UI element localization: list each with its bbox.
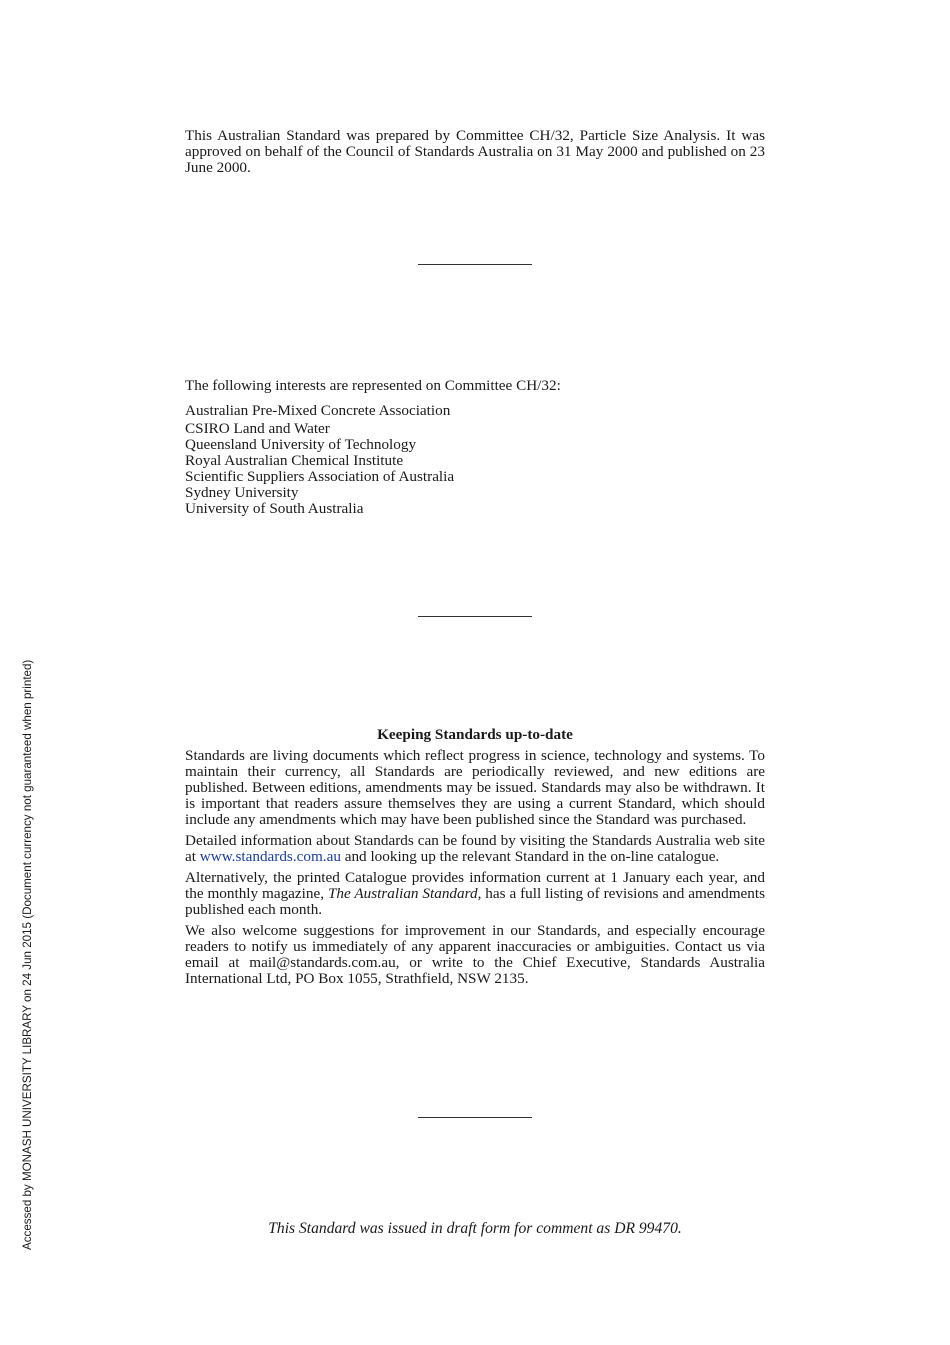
list-item: Queensland University of Technology xyxy=(185,436,417,453)
list-item: University of South Australia xyxy=(185,500,364,517)
magazine-title: The Australian Standard xyxy=(327,885,478,902)
list-item: Scientific Suppliers Association of Australia xyxy=(185,468,455,485)
committee-approval-paragraph: This Australian Standard was prepared by Committee CH/32, Particle Size Analysis. It was approved on behalf of the Council of Standards Australia on 31 May 2000 and published on 23 June 2000. xyxy=(185,127,765,176)
keeping-standards-section xyxy=(185,748,765,992)
website-text-after: and looking up the relevant Standard in the on-line catalogue. xyxy=(340,848,720,865)
list-item: Sydney University xyxy=(185,484,299,501)
catalogue-text-after: , has a full listing of revisions and amendments published each month. xyxy=(185,885,765,918)
section-divider xyxy=(418,616,532,617)
website-text-before: Detailed information about Standards can be found by visiting the Standards Australia web site at xyxy=(185,832,765,865)
standards-website-link[interactable]: www.standards.com.au xyxy=(199,848,341,865)
list-item: Australian Pre-Mixed Concrete Association xyxy=(185,402,451,419)
interests-heading: The following interests are represented on Committee CH/32: xyxy=(185,377,561,394)
access-watermark: Accessed by MONASH UNIVERSITY LIBRARY on 24 Jun 2015 (Document currency not guaranteed when printed) xyxy=(21,659,34,1250)
list-item: CSIRO Land and Water xyxy=(185,420,330,437)
website-paragraph xyxy=(185,833,765,865)
catalogue-text-before: Alternatively, the printed Catalogue provides information current at 1 January each year, and the monthly magazine, xyxy=(185,869,765,902)
committee-members-list xyxy=(185,403,765,517)
section-divider xyxy=(418,1117,532,1118)
feedback-paragraph: We also welcome suggestions for improvement in our Standards, and especially encourage readers to notify us immediately of any apparent inaccuracies or ambiguities. Contact us via email at mail@standards.com.au, or write to the Chief Executive, Standards Australia International Ltd, PO Box 1055, Strathfield, NSW 2135. xyxy=(185,922,765,987)
catalogue-paragraph xyxy=(185,870,765,918)
keeping-standards-heading: Keeping Standards up-to-date xyxy=(377,726,573,743)
currency-paragraph: Standards are living documents which reflect progress in science, technology and systems. To maintain their currency, all Standards are periodically reviewed, and new editions are published. Between editions, amendments may be issued. Standards may also be withdrawn. It is important that readers assure themselves they are using a current Standard, which should include any amendments which may have been published since the Standard was purchased. xyxy=(185,747,765,828)
list-item: Royal Australian Chemical Institute xyxy=(185,452,404,469)
section-divider xyxy=(418,264,532,265)
draft-note: This Standard was issued in draft form for comment as DR 99470. xyxy=(268,1220,682,1237)
